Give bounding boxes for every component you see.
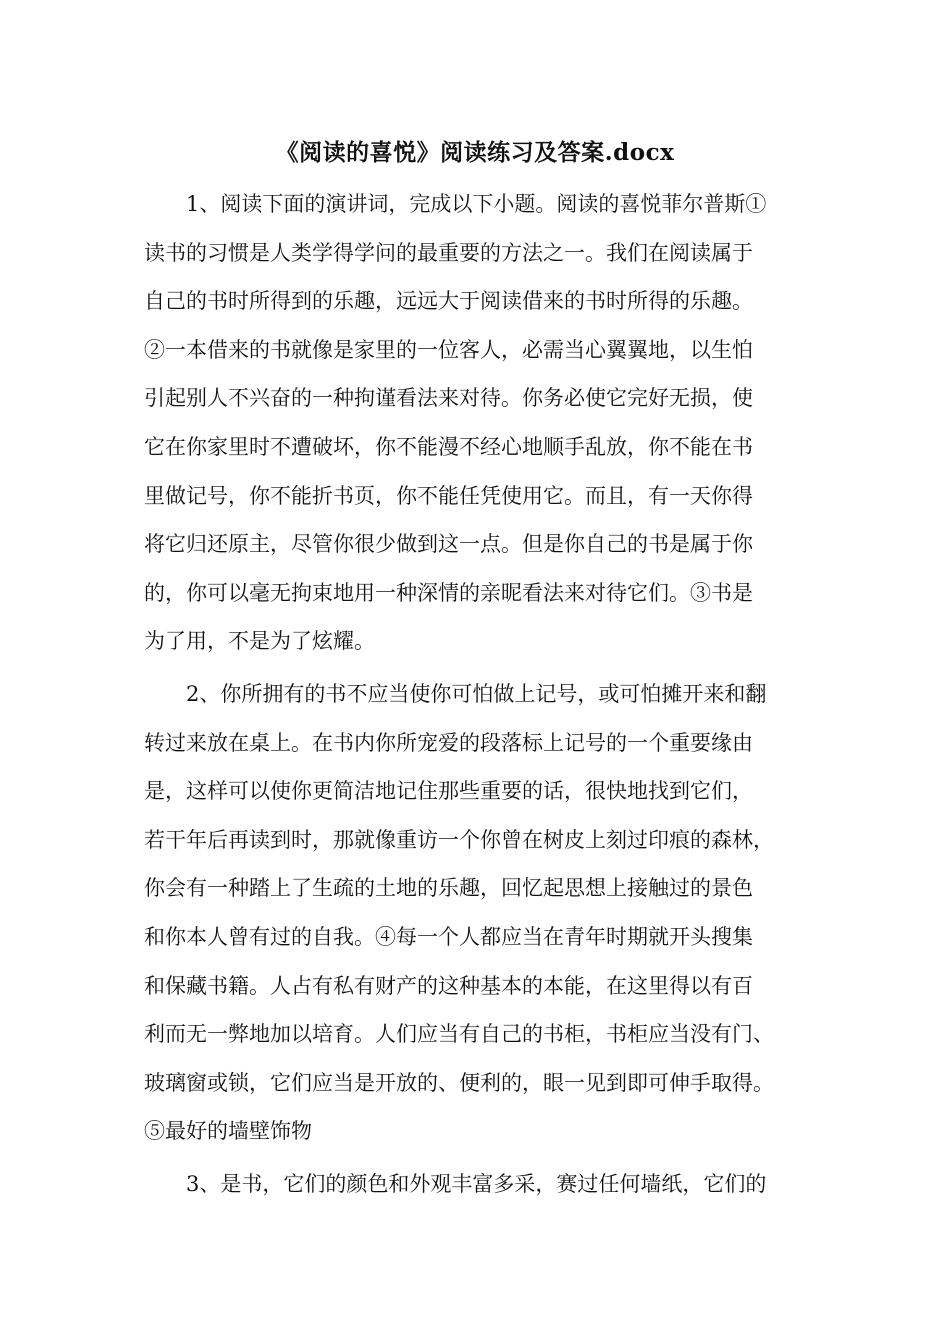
document-title: 《阅读的喜悦》阅读练习及答案.docx	[275, 139, 675, 166]
paragraph-2	[144, 670, 816, 1156]
text-line: 玻璃窗或锁，它们应当是开放的、便利的，眼一见到即可伸手取得。	[144, 1070, 774, 1095]
text-line: 为了用，不是为了炫耀。	[144, 629, 375, 654]
text-line: ②一本借来的书就像是家里的一位客人，必需当心翼翼地，以生怕	[144, 337, 753, 362]
text-line: 利而无一弊地加以培育。人们应当有自己的书柜，书柜应当没有门、	[144, 1022, 774, 1047]
text-line: 它在你家里时不遭破坏，你不能漫不经心地顺手乱放，你不能在书	[144, 434, 753, 459]
text-line: 1、阅读下面的演讲词，完成以下小题。阅读的喜悦菲尔普斯①	[186, 192, 767, 216]
text-line: ⑤最好的墙壁饰物	[144, 1119, 312, 1144]
paragraph-1	[144, 180, 816, 666]
text-line: 和保藏书籍。人占有私有财产的这种基本的本能，在这里得以有百	[144, 973, 753, 998]
text-line: 若干年后再读到时，那就像重访一个你曾在树皮上刻过印痕的森林，	[144, 827, 774, 852]
text-line: 里做记号，你不能折书页，你不能任凭使用它。而且，有一天你得	[144, 483, 753, 508]
text-line: 和你本人曾有过的自我。④每一个人都应当在青年时期就开头搜集	[144, 924, 753, 949]
text-line: 自己的书时所得到的乐趣，远远大于阅读借来的书时所得的乐趣。	[144, 289, 753, 314]
text-line: 的，你可以毫无拘束地用一种深情的亲昵看法来对待它们。③书是	[144, 580, 753, 605]
document-body	[144, 180, 816, 1208]
text-line: 3、是书，它们的颜色和外观丰富多采，赛过任何墙纸，它们的	[186, 1171, 767, 1196]
text-line: 转过来放在桌上。在书内你所宠爱的段落标上记号的一个重要缘由	[144, 730, 753, 755]
text-line: 2、你所拥有的书不应当使你可怕做上记号，或可怕摊开来和翻	[186, 681, 767, 706]
text-line: 引起别人不兴奋的一种拘谨看法来对待。你务必使它完好无损，使	[144, 386, 753, 411]
text-line: 读书的习惯是人类学得学问的最重要的方法之一。我们在阅读属于	[144, 240, 753, 265]
text-line: 你会有一种踏上了生疏的土地的乐趣，回忆起思想上接触过的景色	[144, 876, 753, 901]
text-line: 是，这样可以使你更简洁地记住那些重要的话，很快地找到它们，	[144, 779, 753, 804]
paragraph-3	[144, 1160, 816, 1209]
text-line: 将它归还原主，尽管你很少做到这一点。但是你自己的书是属于你	[144, 532, 753, 557]
